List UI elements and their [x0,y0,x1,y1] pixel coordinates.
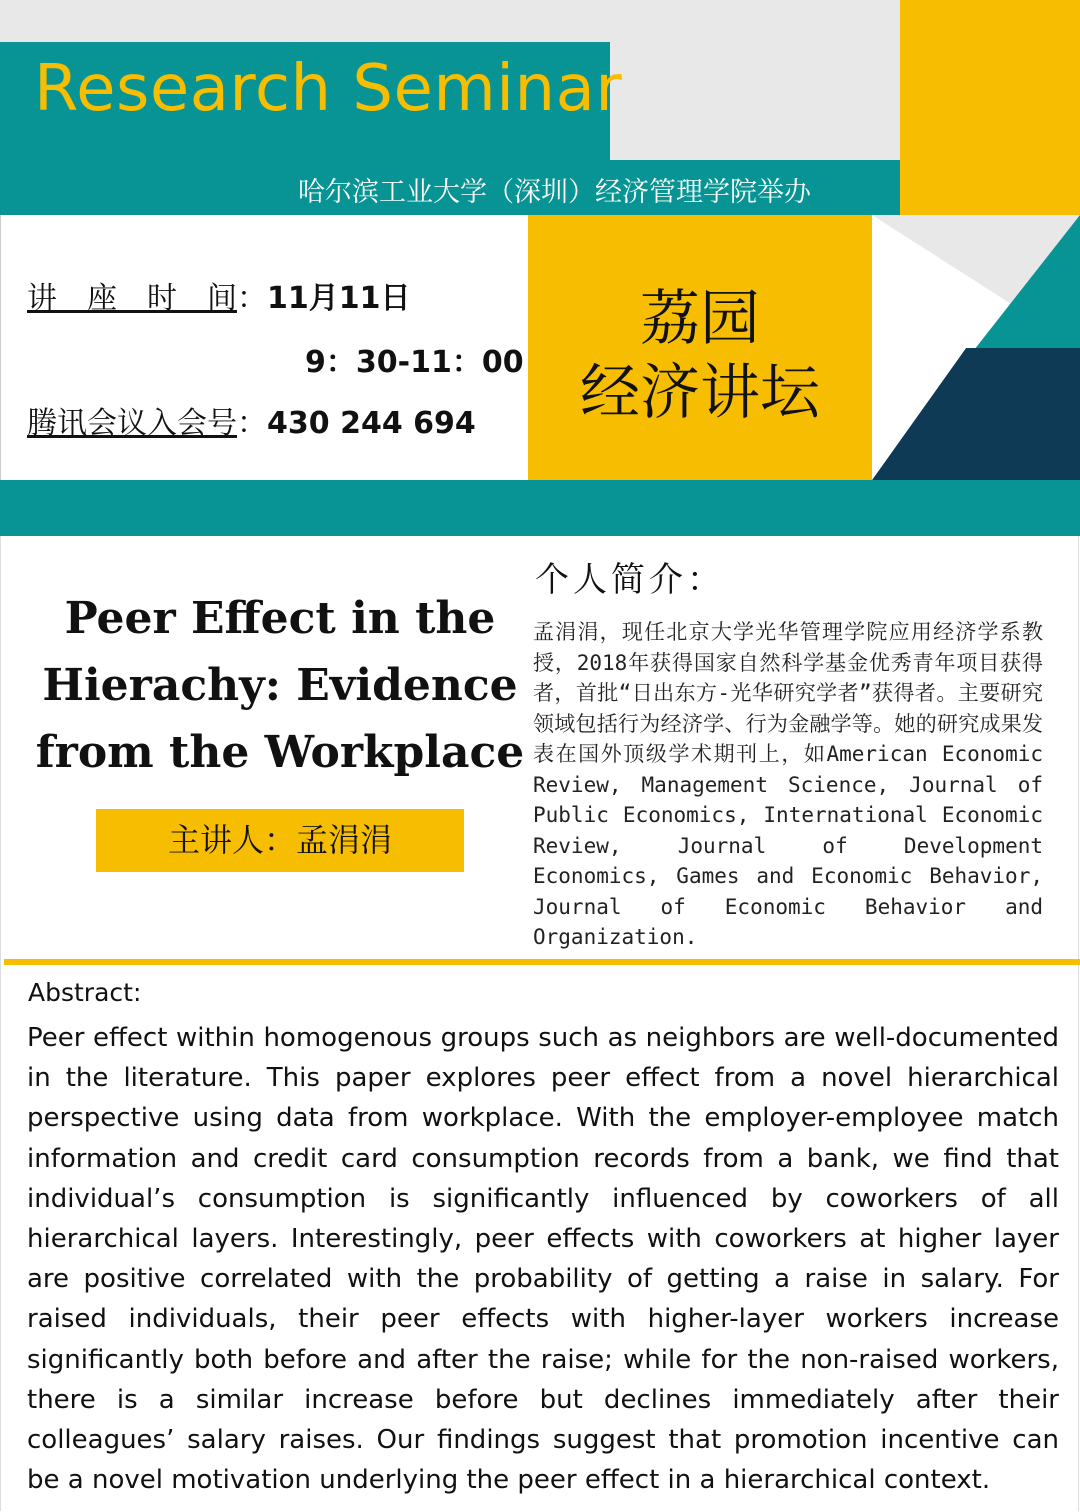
organizer-text: 哈尔滨工业大学（深圳）经济管理学院举办 [298,177,811,208]
meeting-id: 430 244 694 [267,406,476,441]
speaker-label: 主讲人：孟涓涓 [96,809,464,872]
abstract-text: Peer effect within homogenous groups such as neighbors are well-documented in the literature. This paper explores peer effect from a novel hierarchical perspective using data from workplace. With the employer-employee match information and credit card consumption records from a bank, we find that individual’s consumption is significantly influenced by coworkers of all hierarchical layers. Interestingly, peer effects with coworkers at higher layer are positive correlated with the probability of getting a raise in salary. For raised individuals, their peer effects with higher-layer workers increase significantly both before and after the raise; while for the non-raised workers, there is a similar increase before but declines immediately after their colleagues’ salary raises. Our findings suggest that promotion incentive can be a novel motivation underlying the peer effect in a hierarchical context. [27,1023,1059,1496]
seminar-time: 9：30-11：00 [305,345,524,380]
seminar-date: 11月11日 [267,281,411,316]
section-divider [4,959,1080,965]
bio-text: 孟涓涓，现任北京大学光华管理学院应用经济学系教授，2018年获得国家自然科学基金优秀青年项目获得者，首批“日出东方-光华研究学者”获得者。主要研究领域包括行为经济学、行为金融学等。她的研究成果发表在国外顶级学术期刊上，如American Economic Review, Management Science, Journal of Public Economics, International Economic Review, Journal of Development Economics, Games and Economic Behavior, Journal of Economic Behavior and Organization. [533,620,1043,949]
time-separator: ： [237,281,267,316]
forum-name-box [528,215,872,480]
time-range-line [305,337,524,381]
talk-title: Peer Effect in the Hierachy: Evidence from the Workplace [35,593,525,778]
meeting-line [27,398,476,442]
seminar-title: Research Seminar [34,52,623,126]
middle-band [0,480,1080,536]
bio-heading: 个人简介： [535,560,725,600]
time-line [27,273,411,317]
time-label: 讲 座 时 间 [27,281,237,316]
decorative-triangles [872,215,1080,480]
seminar-info-box [0,215,529,480]
meeting-label: 腾讯会议入会号 [27,406,237,441]
abstract-heading: Abstract: [28,978,142,1007]
forum-name-line2: 经济讲坛 [580,358,820,428]
forum-name-line1: 荔园 [640,284,760,354]
gold-accent-block [900,0,1080,215]
meeting-separator: ： [237,406,267,441]
